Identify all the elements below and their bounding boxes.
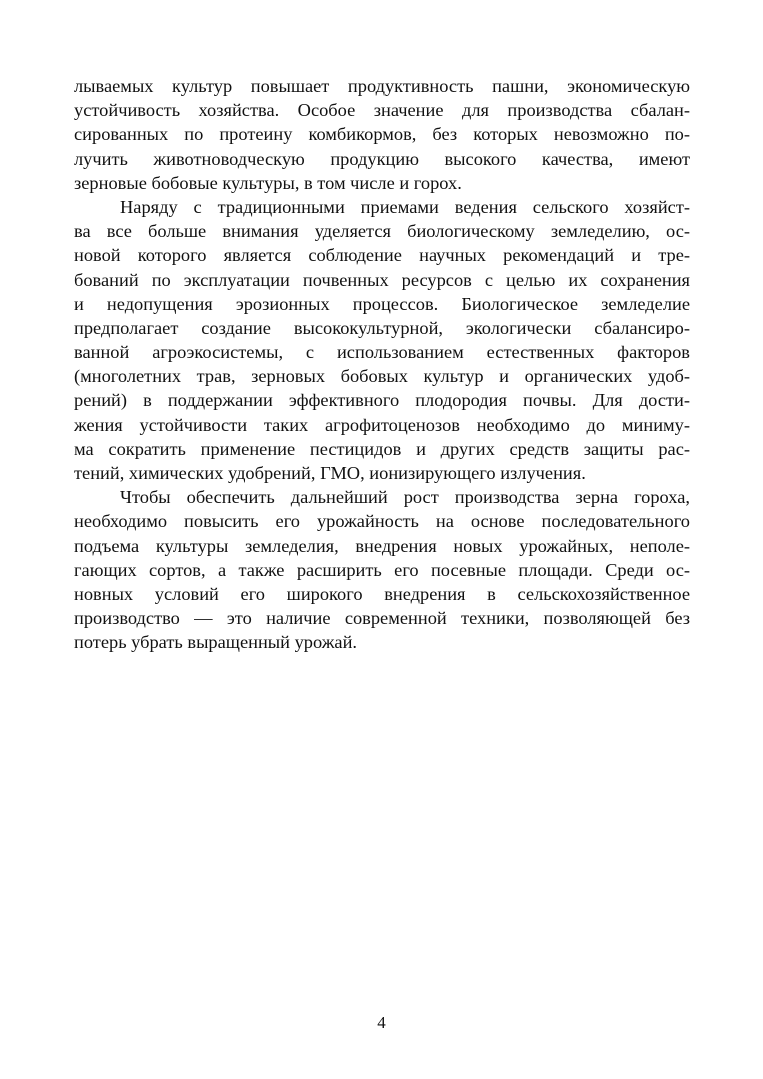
page-body xyxy=(74,74,690,655)
text-line: ва все больше внимания уделяется биологическому земледелию, ос- xyxy=(74,221,690,242)
text-line: Наряду с традиционными приемами ведения сельского хозяйст- xyxy=(120,196,690,217)
text-line: зерновые бобовые культуры, в том числе и горох. xyxy=(74,172,462,193)
text-line: новой которого является соблюдение научных рекомендаций и тре- xyxy=(74,245,690,266)
text-line: новных условий его широкого внедрения в сельскохозяйственное xyxy=(74,583,690,604)
page-number: 4 xyxy=(377,1013,386,1032)
text-line: необходимо повысить его урожайность на основе последовательного xyxy=(74,511,690,532)
text-line: ванной агроэкосистемы, с использованием естественных факторов xyxy=(74,342,690,363)
text-line: ма сократить применение пестицидов и других средств защиты рас- xyxy=(74,438,690,459)
text-line: устойчивость хозяйства. Особое значение для производства сбалан- xyxy=(74,100,690,121)
paragraph-3 xyxy=(74,485,690,654)
text-line: сированных по протеину комбикормов, без которых невозможно по- xyxy=(74,124,690,145)
text-line: гающих сортов, а также расширить его посевные площади. Среди ос- xyxy=(74,559,690,580)
text-line: бований по эксплуатации почвенных ресурсов с целью их сохранения xyxy=(74,269,690,290)
text-line: потерь убрать выращенный урожай. xyxy=(74,632,358,653)
paragraph-2 xyxy=(74,195,690,485)
text-line: и недопущения эрозионных процессов. Биологическое земледелие xyxy=(74,293,690,314)
text-line: лываемых культур повышает продуктивность пашни, экономическую xyxy=(74,76,690,96)
text-line: производство — это наличие современной техники, позволяющей без xyxy=(74,608,690,629)
text-line: предполагает создание высококультурной, экологически сбалансиро- xyxy=(74,317,690,338)
text-line: Чтобы обеспечить дальнейший рост производства зерна гороха, xyxy=(120,487,690,508)
text-line: жения устойчивости таких агрофитоценозов необходимо до миниму- xyxy=(74,414,690,435)
text-line: тений, химических удобрений, ГМО, ионизирующего излучения. xyxy=(74,463,586,483)
text-line: подъема культуры земледелия, внедрения новых урожайных, неполе- xyxy=(74,535,690,556)
paragraph-1 xyxy=(74,74,690,195)
text-line: (многолетних трав, зерновых бобовых культур и органических удоб- xyxy=(74,366,690,387)
text-line: рений) в поддержании эффективного плодородия почвы. Для дости- xyxy=(74,390,690,411)
text-line: лучить животноводческую продукцию высокого качества, имеют xyxy=(74,148,690,169)
